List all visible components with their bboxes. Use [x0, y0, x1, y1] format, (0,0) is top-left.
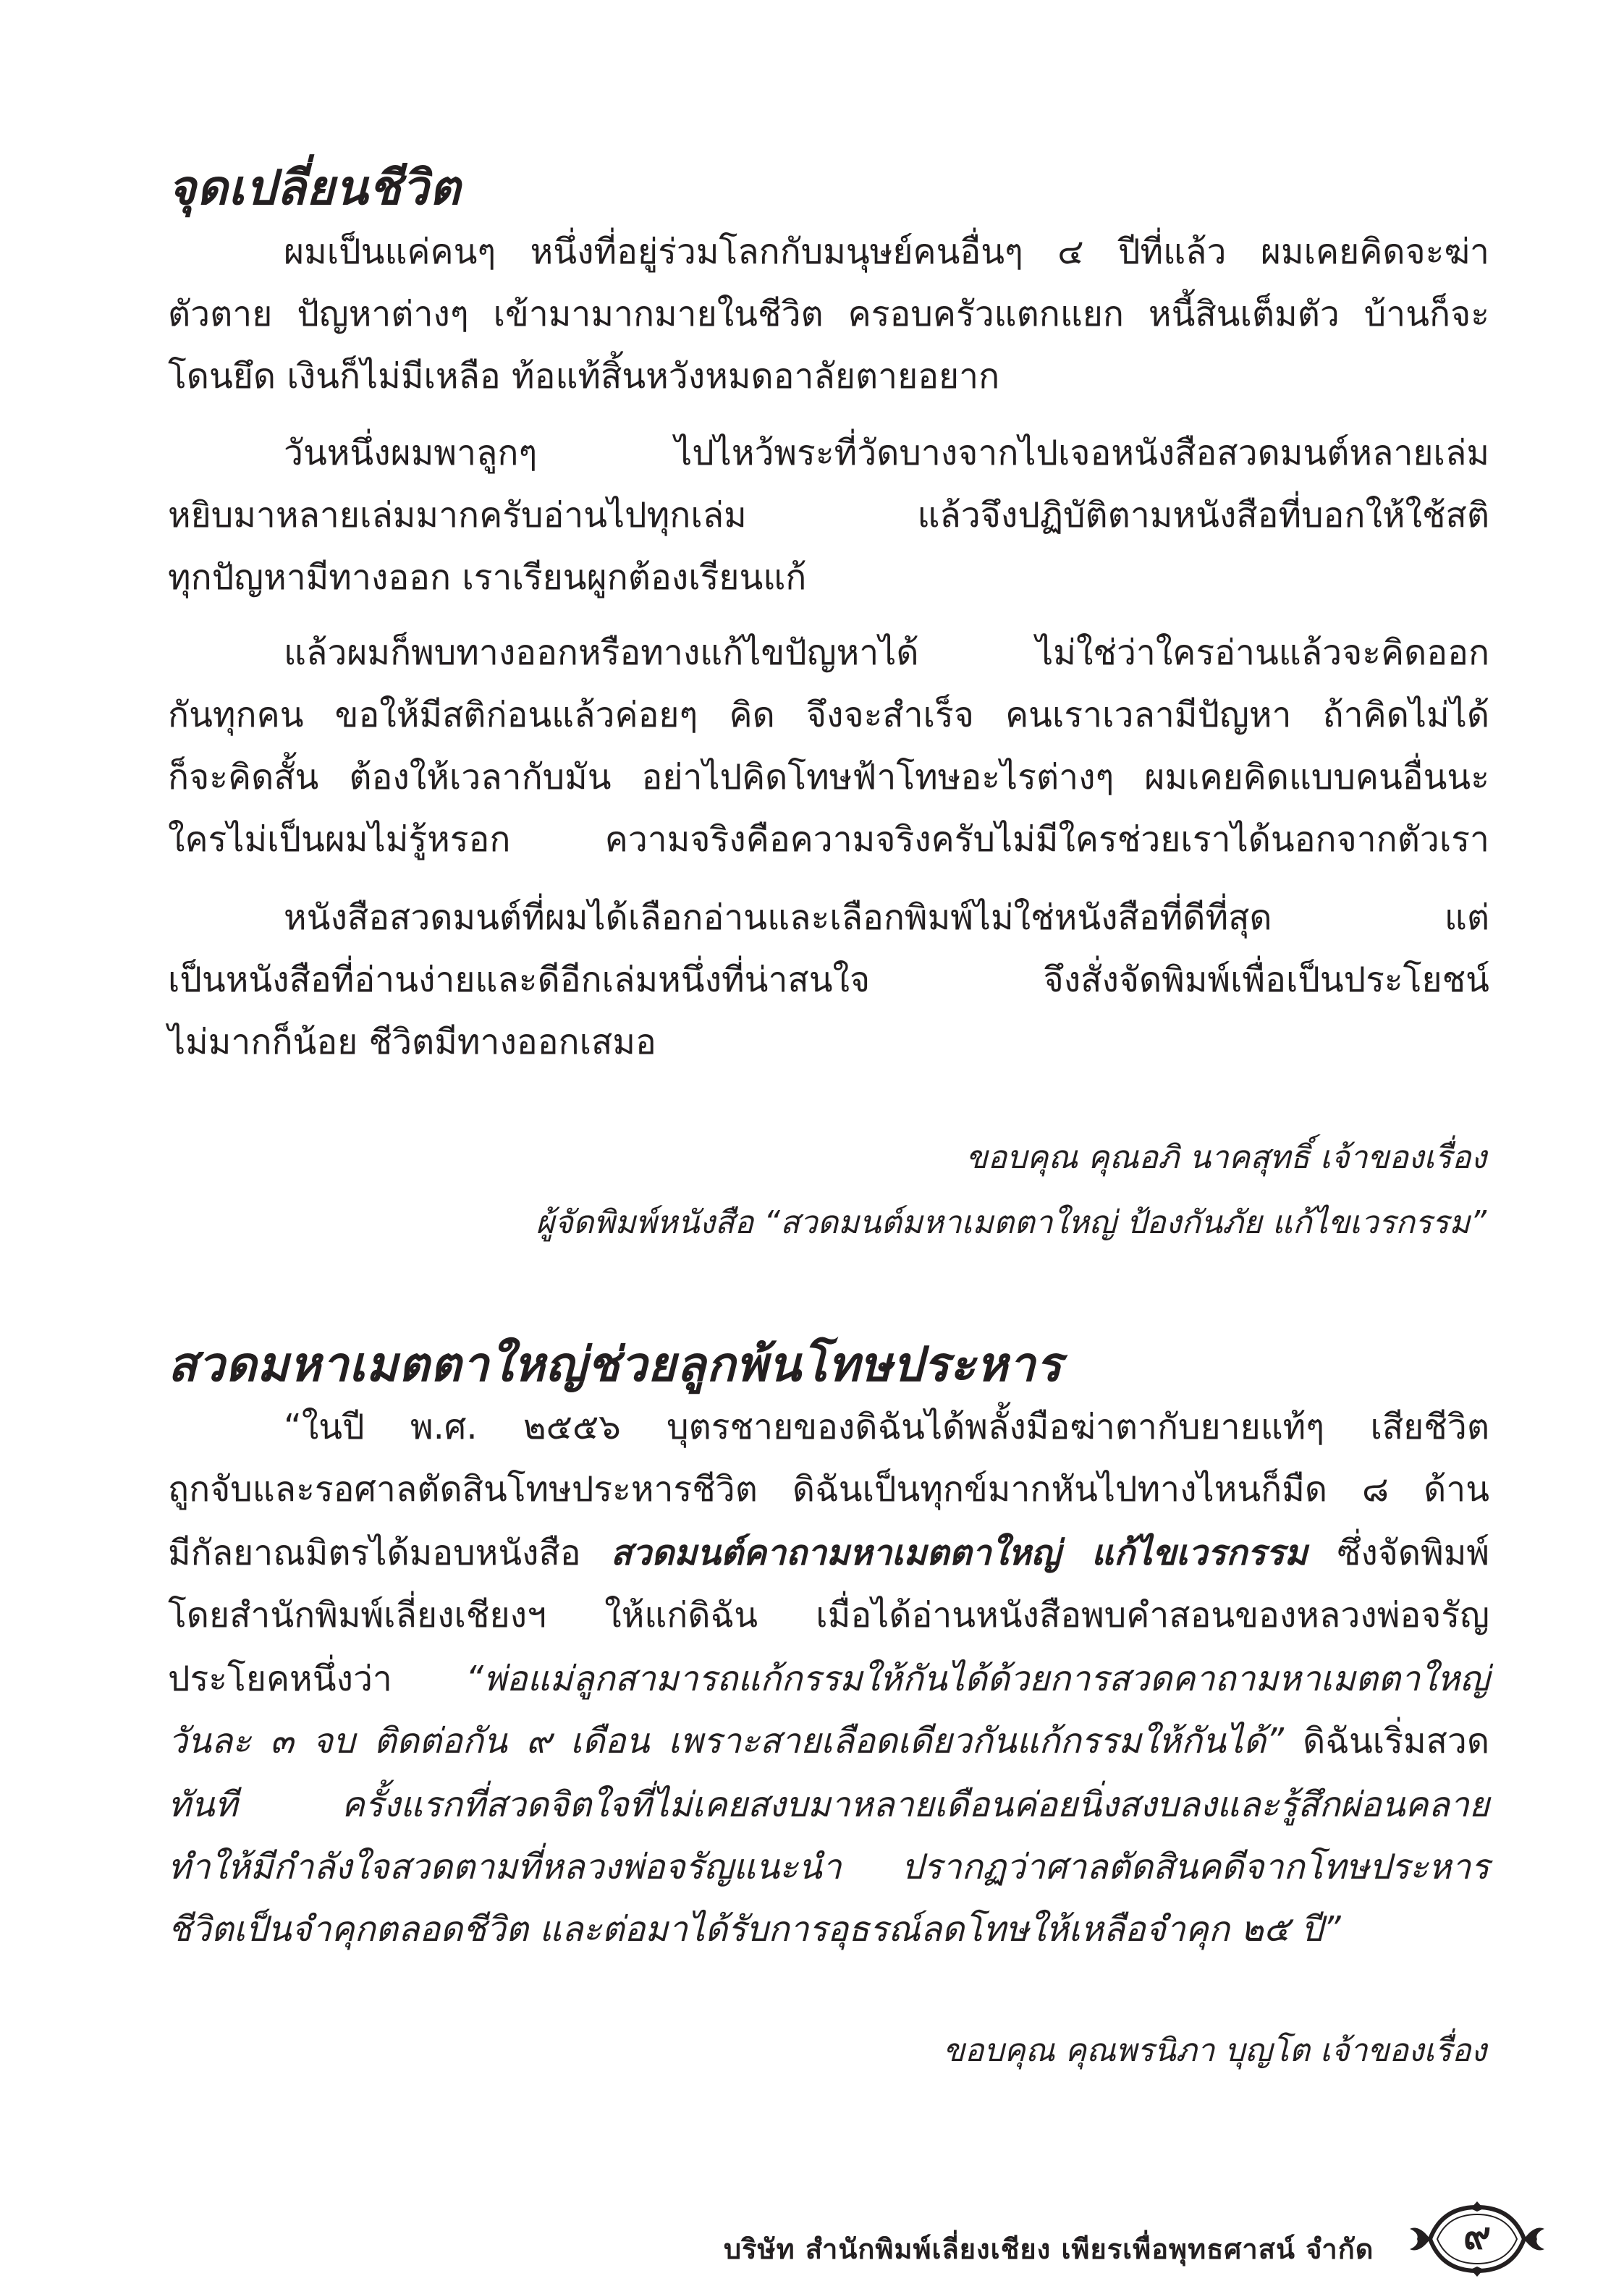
s1-p3-line-4: ใครไม่เป็นผมไม่รู้หรอก ความจริงคือความจริงครับไม่มีใครช่วยเราได้นอกจากตัวเรา	[168, 819, 1489, 860]
s1-p2-line-3: ทุกปัญหามีทางออก เราเรียนผูกต้องเรียนแก้	[168, 557, 807, 598]
s1-p3-line-3: ก็จะคิดสั้น ต้องให้เวลากับมัน อย่าไปคิดโทษฟ้าโทษอะไรต่างๆ ผมเคยคิดแบบคนอื่นนะ	[168, 757, 1489, 797]
s1-credit-owner: ขอบคุณ คุณอภิ นาคสุทธิ์ เจ้าของเรื่อง	[965, 1139, 1486, 1176]
s2-line-1: “ในปี พ.ศ. ๒๕๕๖ บุตรชายของดิฉันได้พลั้งมือฆ่าตากับยายแท้ๆ เสียชีวิต	[284, 1407, 1489, 1447]
s1-p2-line-1: วันหนึ่งผมพาลูกๆ ไปไหว้พระที่วัดบางจากไปเจอหนังสือสวดมนต์หลายเล่ม	[284, 433, 1489, 473]
s2-line-2: ถูกจับและรอศาลตัดสินโทษประหารชีวิต ดิฉันเป็นทุกข์มากหันไปทางไหนก็มืด ๘ ด้าน	[168, 1469, 1489, 1510]
s1-p4-line-1: หนังสือสวดมนต์ที่ผมได้เลือกอ่านและเลือกพิมพ์ไม่ใช่หนังสือที่ดีที่สุด แต่	[284, 897, 1489, 938]
section-1-title: จุดเปลี่ยนชีวิต	[168, 160, 461, 216]
quote-start: “พ่อแม่ลูกสามารถแก้กรรมให้กันได้ด้วยการสวดคาถามหาเมตตาใหญ่	[465, 1659, 1489, 1699]
s1-p4-line-3: ไม่มากก็น้อย ชีวิตมีทางออกเสมอ	[168, 1022, 656, 1062]
s1-p2-line-2: หยิบมาหลายเล่มมากครับอ่านไปทุกเล่ม แล้วจึงปฏิบัติตามหนังสือที่บอกให้ใช้สติ	[168, 495, 1489, 536]
section-2-title: สวดมหาเมตตาใหญ่ช่วยลูกพ้นโทษประหาร	[168, 1337, 1062, 1392]
s1-p3-line-2: กันทุกคน ขอให้มีสติก่อนแล้วค่อยๆ คิด จึงจะสำเร็จ คนเราเวลามีปัญหา ถ้าคิดไม่ได้	[168, 695, 1489, 735]
s1-credit-publisher: ผู้จัดพิมพ์หนังสือ “สวดมนต์มหาเมตตาใหญ่ ป้องกันภัย แก้ไขเวรกรรม”	[536, 1204, 1486, 1241]
s1-p3-line-1: แล้วผมก็พบทางออกหรือทางแก้ไขปัญหาได้ ไม่ใช่ว่าใครอ่านแล้วจะคิดออก	[284, 632, 1489, 673]
s1-p1-line-1: ผมเป็นแค่คนๆ หนึ่งที่อยู่ร่วมโลกกับมนุษย์คนอื่นๆ ๔ ปีที่แล้ว ผมเคยคิดจะฆ่า	[284, 232, 1489, 272]
quote-end: วันละ ๓ จบ ติดต่อกัน ๙ เดือน เพราะสายเลือดเดียวกันแก้กรรมให้กันได้”	[168, 1721, 1285, 1761]
page-number-badge	[1408, 2200, 1546, 2278]
s1-p1-line-3: โดนยึด เงินก็ไม่มีเหลือ ท้อแท้สิ้นหวังหมดอาลัยตายอยาก	[168, 356, 1000, 397]
s2-line-3	[168, 1531, 1489, 1575]
s2-line-6-text-b: ดิฉันเริ่มสวด	[1284, 1721, 1490, 1761]
s2-line-3-text-a: มีกัลยาณมิตรได้มอบหนังสือ	[168, 1533, 611, 1573]
s1-p1-line-2: ตัวตาย ปัญหาต่างๆ เข้ามามากมายในชีวิต ครอบครัวแตกแยก หนี้สินเต็มตัว บ้านก็จะ	[168, 294, 1489, 334]
s2-line-6	[168, 1719, 1489, 1763]
s2-line-8: ทำให้มีกำลังใจสวดตามที่หลวงพ่อจรัญแนะนำ ปรากฏว่าศาลตัดสินคดีจากโทษประหาร	[168, 1847, 1489, 1887]
s2-line-7: ทันที ครั้งแรกที่สวดจิตใจที่ไม่เคยสงบมาหลายเดือนค่อยนิ่งสงบลงและรู้สึกผ่อนคลาย	[168, 1785, 1489, 1825]
page-number: ๙	[1463, 2214, 1492, 2258]
s2-line-5	[168, 1657, 1489, 1701]
s2-line-4: โดยสำนักพิมพ์เลี่ยงเชียงฯ ให้แก่ดิฉัน เมื่อได้อ่านหนังสือพบคำสอนของหลวงพ่อจรัญ	[168, 1595, 1489, 1635]
footer-publisher: บริษัท สำนักพิมพ์เลี่ยงเชียง เพียรเพื่อพุทธศาสน์ จำกัด	[724, 2233, 1374, 2265]
s2-credit-owner: ขอบคุณ คุณพรนิภา บุญโต เจ้าของเรื่อง	[942, 2032, 1486, 2069]
s1-p4-line-2: เป็นหนังสือที่อ่านง่ายและดีอีกเล่มหนึ่งที่น่าสนใจ จึงสั่งจัดพิมพ์เพื่อเป็นประโยชน์	[168, 960, 1489, 1000]
s2-line-5-text-a: ประโยคหนึ่งว่า	[168, 1659, 466, 1699]
s2-line-3-text-c: ซึ่งจัดพิมพ์	[1307, 1533, 1489, 1573]
s2-line-9: ชีวิตเป็นจำคุกตลอดชีวิต และต่อมาได้รับการอุธรณ์ลดโทษให้เหลือจำคุก ๒๕ ปี”	[168, 1909, 1341, 1950]
book-title-emphasis: สวดมนต์คาถามหาเมตตาใหญ่ แก้ไขเวรกรรม	[610, 1533, 1308, 1573]
